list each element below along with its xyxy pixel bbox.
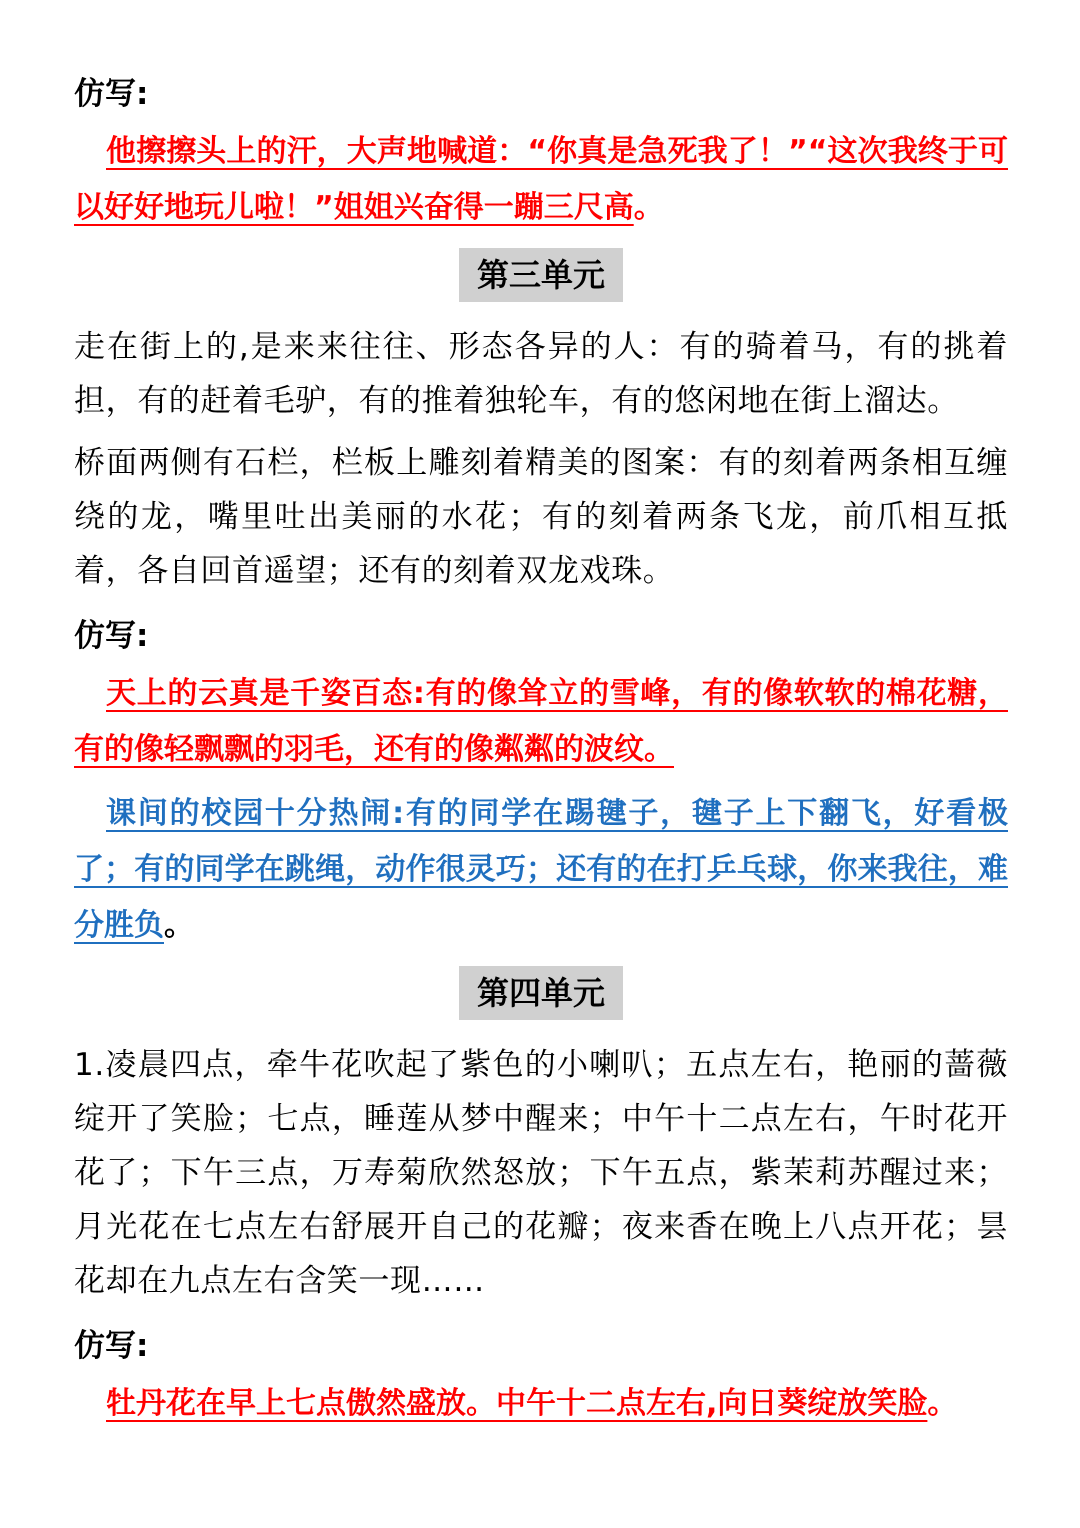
- imitation-example: [74, 1376, 1008, 1432]
- example-underlined-text: 牡丹花在早上七点傲然盛放。中午十二点左右,向日葵绽放笑脸: [106, 1386, 928, 1421]
- unit3-paragraph-1: 走在街上的,是来来往往、形态各异的人：有的骑着马，有的挑着担，有的赶着毛驴，有的推着独轮车，有的悠闲地在街上溜达。: [74, 329, 1008, 419]
- unit3-heading: 第三单元: [459, 248, 623, 302]
- imitation-label: 仿写:: [74, 618, 149, 654]
- imitation-example: [74, 786, 1008, 954]
- imitation-label: 仿写:: [74, 1328, 149, 1364]
- example-underlined-text: 天上的云真是千姿百态:有的像耸立的雪峰，有的像软软的棉花糖，有的像轻飘飘的羽毛，还有的像粼粼的波纹。: [74, 676, 1008, 767]
- unit4-heading: 第四单元: [459, 966, 623, 1020]
- example-underlined-text: 他擦擦头上的汗，大声地喊道：“你真是急死我了！”“这次我终于可以好好地玩儿啦！”姐姐兴奋得一蹦三尺高: [74, 134, 1008, 225]
- example-end-punct: 。: [927, 1386, 958, 1421]
- example-end-punct: 。: [633, 190, 664, 225]
- imitation-example: [74, 666, 1008, 778]
- unit-heading-wrap: [74, 960, 1008, 1034]
- unit3-paragraph-2: 桥面两侧有石栏，栏板上雕刻着精美的图案：有的刻着两条相互缠绕的龙，嘴里吐出美丽的水花；有的刻着两条飞龙，前爪相互抵着，各自回首遥望；还有的刻着双龙戏珠。: [74, 445, 1008, 589]
- unit4-paragraph-1: 1.凌晨四点，牵牛花吹起了紫色的小喇叭；五点左右，艳丽的蔷薇绽开了笑脸；七点，睡莲从梦中醒来；中午十二点左右，午时花开花了；下午三点，万寿菊欣然怒放；下午五点，紫茉莉苏醒过来；月光花在七点左右舒展开自己的花瓣；夜来香在晚上八点开花；昙花却在九点左右含笑一现……: [74, 1047, 1008, 1299]
- example-underlined-text: 课间的校园十分热闹:有的同学在踢毽子，毽子上下翻飞，好看极了；有的同学在跳绳，动作很灵巧；还有的在打乒乓球，你来我往，难分胜负: [74, 796, 1008, 943]
- imitation-label: 仿写:: [74, 76, 149, 112]
- imitation-example: [74, 124, 1008, 236]
- unit-heading-wrap: [74, 242, 1008, 316]
- example-end-punct: 。: [164, 908, 194, 943]
- document-page: [74, 64, 1008, 1432]
